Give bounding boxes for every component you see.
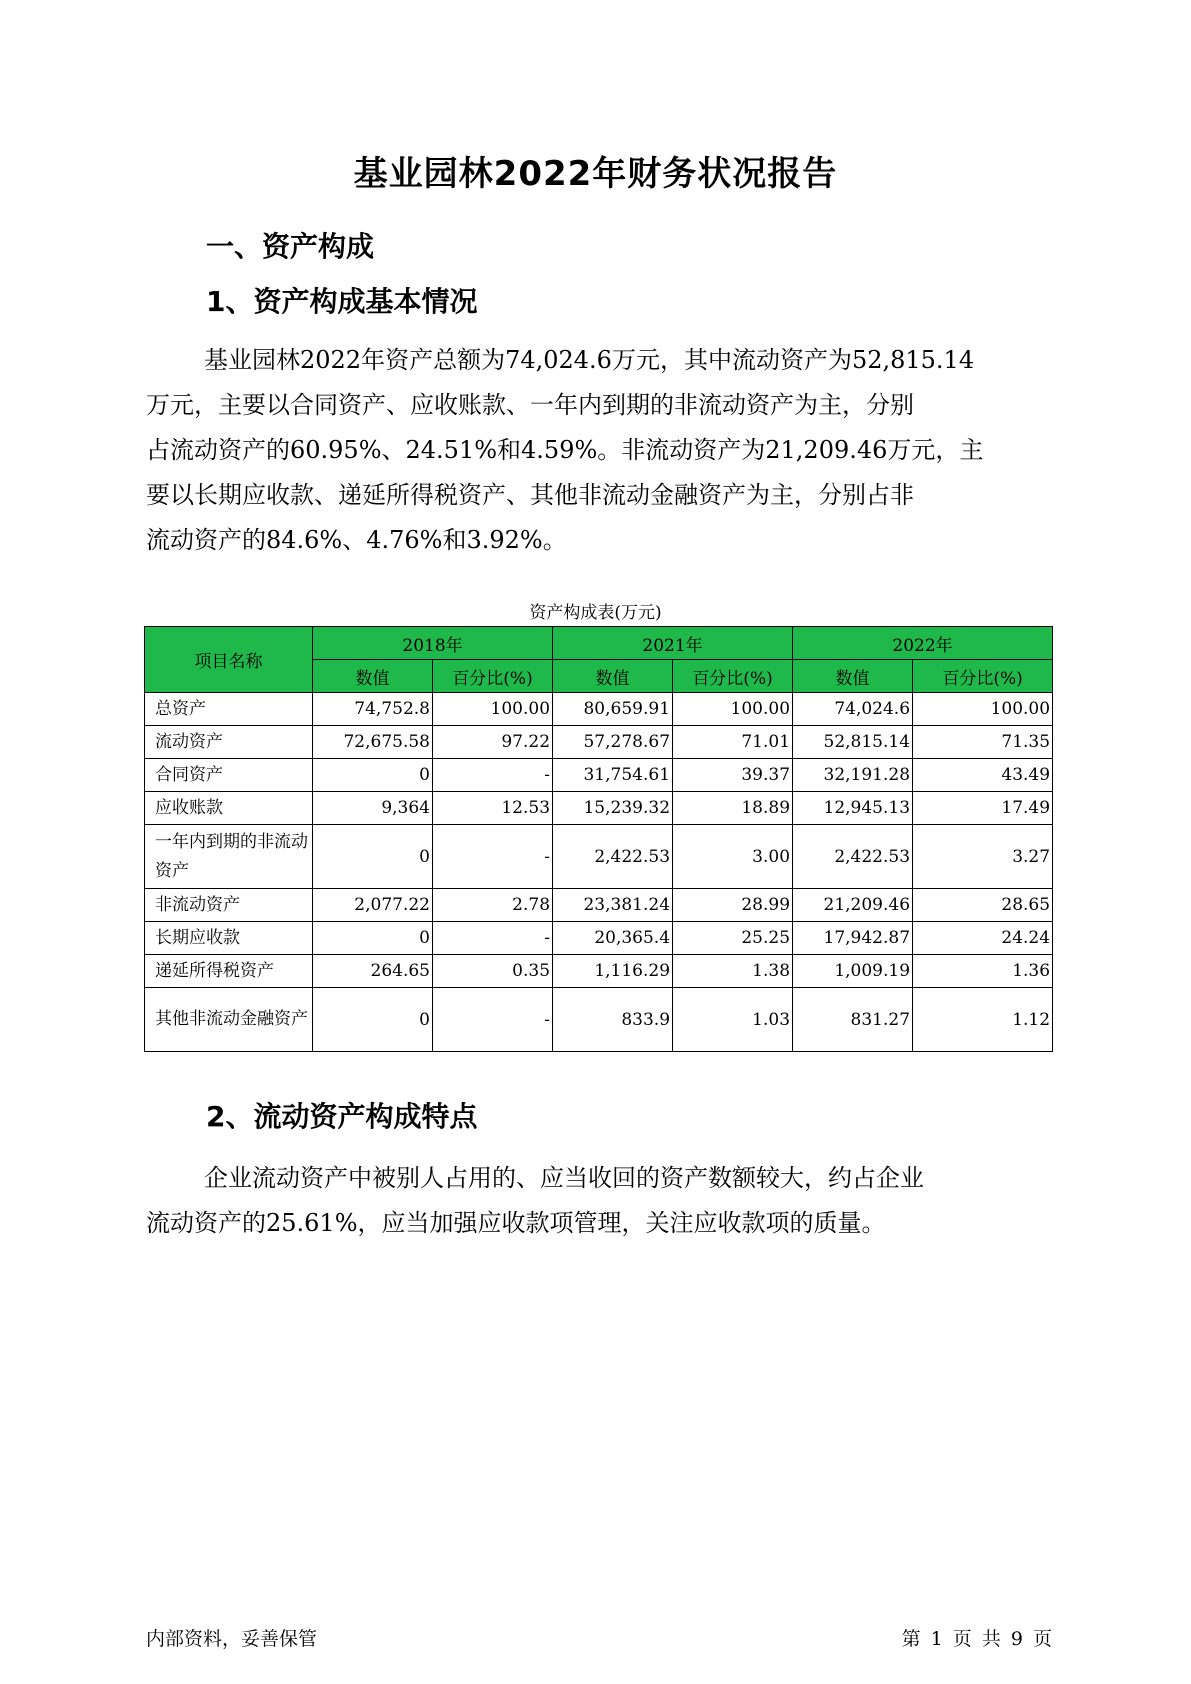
paragraph-line: 万元，主要以合同资产、应收账款、一年内到期的非流动资产为主，分别 — [146, 391, 914, 419]
table-row — [145, 792, 1053, 825]
value-cell: 72,675.58 — [313, 726, 433, 759]
year-header: 2018年 — [313, 627, 553, 660]
asset-summary-paragraph — [146, 338, 1056, 563]
value-cell: 23,381.24 — [553, 889, 673, 922]
value-cell: 0 — [313, 825, 433, 889]
percent-cell: 100.00 — [913, 693, 1053, 726]
percent-cell: 71.01 — [673, 726, 793, 759]
percent-cell: 28.65 — [913, 889, 1053, 922]
percent-cell: - — [433, 922, 553, 955]
paragraph-line: 要以长期应收款、递延所得税资产、其他非流动金融资产为主，分别占非 — [146, 481, 914, 509]
item-name-header: 项目名称 — [145, 627, 313, 693]
percent-cell: 17.49 — [913, 792, 1053, 825]
table-row — [145, 726, 1053, 759]
percent-header: 百分比(%) — [913, 660, 1053, 693]
percent-cell: 18.89 — [673, 792, 793, 825]
percent-cell: 12.53 — [433, 792, 553, 825]
percent-cell: - — [433, 759, 553, 792]
document-title: 基业园林2022年财务状况报告 — [353, 154, 838, 194]
percent-cell: - — [433, 825, 553, 889]
value-cell: 74,024.6 — [793, 693, 913, 726]
value-cell: 20,365.4 — [553, 922, 673, 955]
percent-cell: 71.35 — [913, 726, 1053, 759]
paragraph-line: 基业园林2022年资产总额为74,024.6万元，其中流动资产为52,815.14 — [204, 346, 975, 374]
percent-cell: 1.36 — [913, 955, 1053, 988]
value-header: 数值 — [313, 660, 433, 693]
percent-cell: 43.49 — [913, 759, 1053, 792]
paragraph-line: 企业流动资产中被别人占用的、应当收回的资产数额较大，约占企业 — [204, 1164, 924, 1192]
table-caption: 资产构成表(万元) — [529, 603, 662, 623]
value-cell: 31,754.61 — [553, 759, 673, 792]
value-cell: 0 — [313, 759, 433, 792]
value-cell: 2,422.53 — [793, 825, 913, 889]
percent-cell: 24.24 — [913, 922, 1053, 955]
table-row — [145, 693, 1053, 726]
footer-confidential-note: 内部资料，妥善保管 — [146, 1628, 318, 1650]
value-cell: 15,239.32 — [553, 792, 673, 825]
percent-header: 百分比(%) — [433, 660, 553, 693]
value-cell: 12,945.13 — [793, 792, 913, 825]
value-cell: 831.27 — [793, 988, 913, 1052]
row-item-name: 其他非流动金融资产 — [145, 988, 313, 1052]
table-row — [145, 825, 1053, 889]
value-cell: 1,009.19 — [793, 955, 913, 988]
percent-cell: 25.25 — [673, 922, 793, 955]
row-item-name: 递延所得税资产 — [145, 955, 313, 988]
percent-cell: 28.99 — [673, 889, 793, 922]
paragraph-line: 流动资产的25.61%，应当加强应收款项管理，关注应收款项的质量。 — [146, 1209, 886, 1237]
paragraph-line: 占流动资产的60.95%、24.51%和4.59%。非流动资产为21,209.46万元，主 — [146, 436, 984, 464]
value-cell: 9,364 — [313, 792, 433, 825]
row-item-name: 长期应收款 — [145, 922, 313, 955]
value-cell: 0 — [313, 922, 433, 955]
value-cell: 21,209.46 — [793, 889, 913, 922]
value-cell: 32,191.28 — [793, 759, 913, 792]
row-item-name: 合同资产 — [145, 759, 313, 792]
percent-cell: 2.78 — [433, 889, 553, 922]
percent-cell: 1.38 — [673, 955, 793, 988]
table-row — [145, 922, 1053, 955]
percent-cell: 97.22 — [433, 726, 553, 759]
value-cell: 52,815.14 — [793, 726, 913, 759]
value-cell: 1,116.29 — [553, 955, 673, 988]
subheading-basic-situation: 1、资产构成基本情况 — [206, 285, 478, 318]
value-cell: 17,942.87 — [793, 922, 913, 955]
table-header-row — [145, 627, 1053, 660]
row-item-name: 流动资产 — [145, 726, 313, 759]
value-header: 数值 — [793, 660, 913, 693]
percent-cell: 0.35 — [433, 955, 553, 988]
current-assets-paragraph — [146, 1156, 1056, 1246]
percent-cell: 1.12 — [913, 988, 1053, 1052]
table-row — [145, 759, 1053, 792]
value-cell: 264.65 — [313, 955, 433, 988]
value-cell: 0 — [313, 988, 433, 1052]
footer-page-number: 第 1 页 共 9 页 — [901, 1628, 1052, 1650]
table-row — [145, 955, 1053, 988]
percent-cell: 3.00 — [673, 825, 793, 889]
percent-cell: 1.03 — [673, 988, 793, 1052]
value-cell: 80,659.91 — [553, 693, 673, 726]
section-heading-asset-composition: 一、资产构成 — [206, 230, 375, 263]
table-row — [145, 889, 1053, 922]
year-header: 2021年 — [553, 627, 793, 660]
value-header: 数值 — [553, 660, 673, 693]
table-row — [145, 988, 1053, 1052]
percent-cell: 39.37 — [673, 759, 793, 792]
value-cell: 74,752.8 — [313, 693, 433, 726]
subheading-current-assets-features: 2、流动资产构成特点 — [206, 1100, 478, 1133]
percent-cell: 100.00 — [433, 693, 553, 726]
row-item-name: 总资产 — [145, 693, 313, 726]
value-cell: 833.9 — [553, 988, 673, 1052]
percent-header: 百分比(%) — [673, 660, 793, 693]
value-cell: 2,077.22 — [313, 889, 433, 922]
row-item-name: 一年内到期的非流动资产 — [145, 825, 313, 889]
paragraph-line: 流动资产的84.6%、4.76%和3.92%。 — [146, 526, 567, 554]
row-item-name: 应收账款 — [145, 792, 313, 825]
year-header: 2022年 — [793, 627, 1053, 660]
row-item-name: 非流动资产 — [145, 889, 313, 922]
asset-composition-table — [144, 626, 1053, 1052]
percent-cell: 100.00 — [673, 693, 793, 726]
value-cell: 2,422.53 — [553, 825, 673, 889]
percent-cell: 3.27 — [913, 825, 1053, 889]
percent-cell: - — [433, 988, 553, 1052]
value-cell: 57,278.67 — [553, 726, 673, 759]
